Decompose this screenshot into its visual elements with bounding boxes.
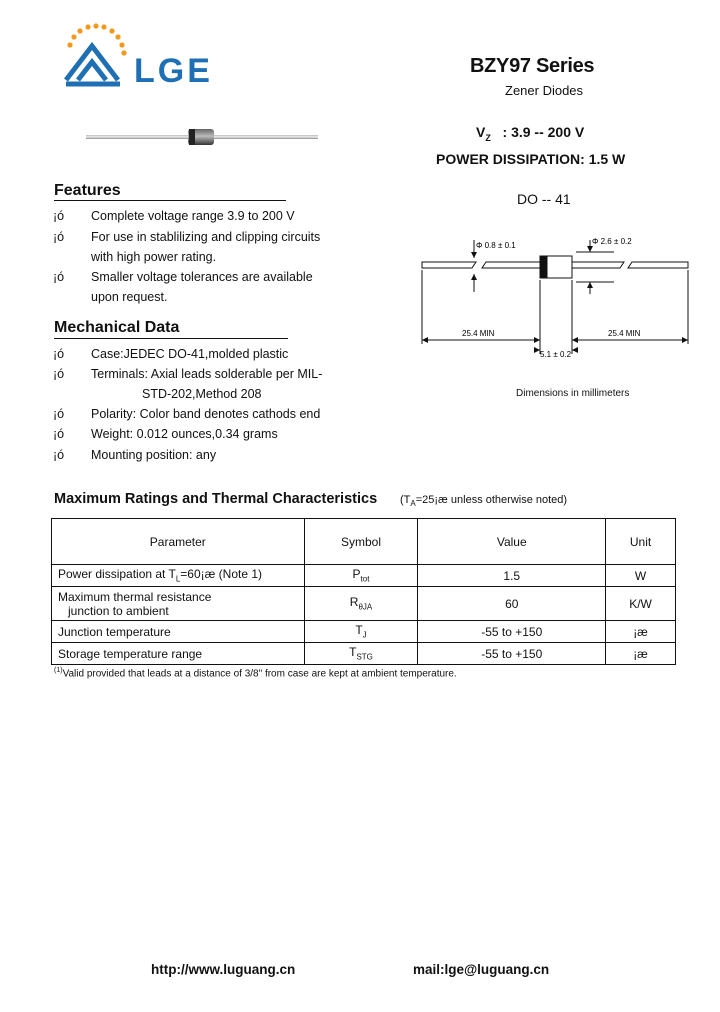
table-row [52,621,676,643]
cell-symbol: $T_J$ [304,621,418,643]
page-subtitle: Zener Diodes [505,83,584,98]
table-footnote: $^{(1)}$Valid provided that leads at a distance of 3/8" from case are kept at ambient temperature. [54,667,457,680]
cell-parameter: Power dissipation at $T_L=60¡æ$ (Note 1) [52,565,305,587]
dimension-note: Dimensions in millimeters [516,388,630,399]
ratings-condition: ($T_A=25¡æ$ unless otherwise noted) [400,494,568,509]
svg-text:25.4 MIN: 25.4 MIN [462,329,495,338]
svg-text:LGE: LGE [134,52,213,90]
package-drawing [416,226,692,366]
cell-value: -55 to +150 [418,643,606,665]
ratings-title: Maximum Ratings and Thermal Characteristics [54,491,378,507]
diode-photo [86,125,318,149]
ratings-table [51,518,676,665]
cell-unit: W [606,565,676,587]
header-unit: Unit [606,519,676,565]
table-header-row [52,519,676,565]
header-symbol: Symbol [304,519,418,565]
company-logo [62,22,252,94]
package-name: DO -- 41 [517,191,571,207]
cell-symbol: $P_{tot}$ [304,565,418,587]
power-spec: POWER DISSIPATION: 1.5 W [436,151,626,167]
table-row [52,565,676,587]
svg-text:Φ 0.8 ± 0.1: Φ 0.8 ± 0.1 [476,241,516,250]
header-parameter: Parameter [52,519,305,565]
page-title: BZY97 Series [470,55,595,77]
cell-unit: K/W [606,587,676,621]
cell-symbol: $T_{STG}$ [304,643,418,665]
svg-text:5.1 ± 0.2: 5.1 ± 0.2 [540,350,572,359]
cell-value: -55 to +150 [418,621,606,643]
cell-parameter: Storage temperature range [52,643,305,665]
header-value: Value [418,519,606,565]
email-link[interactable]: mail:lge@luguang.cn [413,962,550,977]
cell-value: 60 [418,587,606,621]
cell-parameter: Junction temperature [52,621,305,643]
mechanical-title: Mechanical Data [54,319,180,336]
features-divider [54,200,286,201]
cell-parameter: Maximum thermal resistance junction to ambient [52,587,305,621]
cell-unit: ¡æ [606,643,676,665]
table-row [52,643,676,665]
cell-unit: ¡æ [606,621,676,643]
cell-value: 1.5 [418,565,606,587]
website-link[interactable]: http://www.luguang.cn [151,962,296,977]
mechanical-divider [54,338,288,339]
svg-text:Φ 2.6 ± 0.2: Φ 2.6 ± 0.2 [592,237,632,246]
cell-symbol: $R_{\theta JA}$ [304,587,418,621]
voltage-spec: $V_Z$ : 3.9 -- 200 V [476,124,585,143]
table-row [52,587,676,621]
svg-text:25.4 MIN: 25.4 MIN [608,329,641,338]
features-title: Features [54,182,121,199]
